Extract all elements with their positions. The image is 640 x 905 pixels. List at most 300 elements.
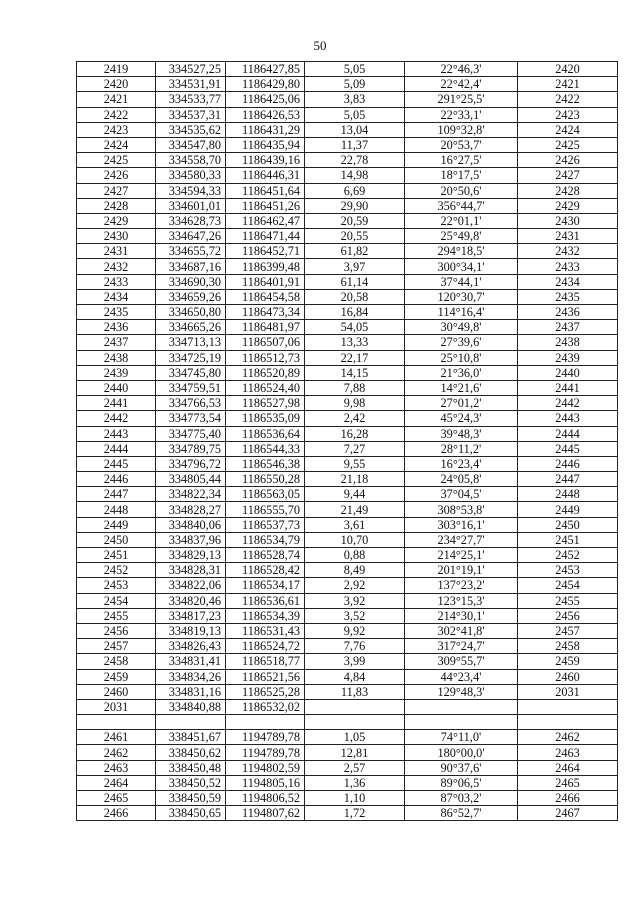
point-number-cell (77, 715, 156, 730)
table-row (77, 122, 618, 137)
x-coordinate-cell: 334820,46 (156, 593, 226, 608)
table-row (77, 259, 618, 274)
distance-cell: 5,05 (305, 107, 405, 122)
y-coordinate-cell: 1186454,58 (226, 289, 305, 304)
next-point-cell: 2444 (518, 426, 618, 441)
distance-cell: 21,18 (305, 472, 405, 487)
table-row (77, 426, 618, 441)
x-coordinate-cell: 334659,26 (156, 289, 226, 304)
table-row (77, 411, 618, 426)
bearing-cell: 137°23,2' (405, 578, 518, 593)
y-coordinate-cell: 1186518,77 (226, 654, 305, 669)
next-point-cell: 2463 (518, 745, 618, 760)
x-coordinate-cell: 334687,16 (156, 259, 226, 274)
distance-cell: 54,05 (305, 320, 405, 335)
point-number-cell: 2431 (77, 244, 156, 259)
next-point-cell: 2031 (518, 684, 618, 699)
x-coordinate-cell: 334775,40 (156, 426, 226, 441)
next-point-cell: 2445 (518, 441, 618, 456)
next-point-cell: 2427 (518, 168, 618, 183)
point-number-cell: 2459 (77, 669, 156, 684)
bearing-cell (405, 699, 518, 714)
spacer-row (77, 715, 618, 730)
y-coordinate-cell: 1186528,74 (226, 548, 305, 563)
point-number-cell: 2435 (77, 305, 156, 320)
table-row (77, 487, 618, 502)
point-number-cell: 2451 (77, 548, 156, 563)
bearing-cell: 44°23,4' (405, 669, 518, 684)
table-row (77, 153, 618, 168)
next-point-cell: 2422 (518, 92, 618, 107)
point-number-cell: 2446 (77, 472, 156, 487)
table-row (77, 623, 618, 638)
x-coordinate-cell: 334745,80 (156, 365, 226, 380)
table-row (77, 472, 618, 487)
x-coordinate-cell: 334558,70 (156, 153, 226, 168)
distance-cell: 4,84 (305, 669, 405, 684)
next-point-cell: 2454 (518, 578, 618, 593)
table-row (77, 578, 618, 593)
point-number-cell: 2442 (77, 411, 156, 426)
table-row (77, 654, 618, 669)
next-point-cell (518, 715, 618, 730)
next-point-cell: 2462 (518, 730, 618, 745)
distance-cell: 16,28 (305, 426, 405, 441)
bearing-cell: 120°30,7' (405, 289, 518, 304)
bearing-cell: 20°50,6' (405, 183, 518, 198)
y-coordinate-cell: 1186536,61 (226, 593, 305, 608)
distance-cell: 11,83 (305, 684, 405, 699)
x-coordinate-cell: 334796,72 (156, 456, 226, 471)
point-number-cell: 2440 (77, 380, 156, 395)
next-point-cell: 2456 (518, 608, 618, 623)
distance-cell (305, 699, 405, 714)
point-number-cell: 2462 (77, 745, 156, 760)
table-row (77, 441, 618, 456)
y-coordinate-cell: 1186426,53 (226, 107, 305, 122)
table-row (77, 639, 618, 654)
distance-cell: 8,49 (305, 563, 405, 578)
point-number-cell: 2420 (77, 77, 156, 92)
bearing-cell: 25°10,8' (405, 350, 518, 365)
point-number-cell: 2454 (77, 593, 156, 608)
y-coordinate-cell: 1186425,06 (226, 92, 305, 107)
bearing-cell: 308°53,8' (405, 502, 518, 517)
distance-cell: 5,05 (305, 62, 405, 77)
x-coordinate-cell: 334650,80 (156, 305, 226, 320)
y-coordinate-cell: 1186536,64 (226, 426, 305, 441)
table-row (77, 350, 618, 365)
x-coordinate-cell: 334831,41 (156, 654, 226, 669)
distance-cell: 3,52 (305, 608, 405, 623)
distance-cell (305, 715, 405, 730)
table-row (77, 608, 618, 623)
next-point-cell: 2423 (518, 107, 618, 122)
bearing-cell: 14°21,6' (405, 380, 518, 395)
y-coordinate-cell: 1186435,94 (226, 137, 305, 152)
bearing-cell: 30°49,8' (405, 320, 518, 335)
table-row (77, 183, 618, 198)
table-row (77, 77, 618, 92)
y-coordinate-cell: 1194789,78 (226, 745, 305, 760)
table-row (77, 699, 618, 714)
y-coordinate-cell: 1186535,09 (226, 411, 305, 426)
x-coordinate-cell: 334535,62 (156, 122, 226, 137)
next-point-cell: 2426 (518, 153, 618, 168)
next-point-cell: 2425 (518, 137, 618, 152)
bearing-cell: 309°55,7' (405, 654, 518, 669)
distance-cell: 3,83 (305, 92, 405, 107)
point-number-cell: 2449 (77, 517, 156, 532)
x-coordinate-cell: 334789,75 (156, 441, 226, 456)
table-row (77, 320, 618, 335)
point-number-cell: 2437 (77, 335, 156, 350)
y-coordinate-cell: 1186534,17 (226, 578, 305, 593)
table-row (77, 775, 618, 790)
table-row (77, 168, 618, 183)
x-coordinate-cell: 334533,77 (156, 92, 226, 107)
y-coordinate-cell: 1194789,78 (226, 730, 305, 745)
point-number-cell: 2461 (77, 730, 156, 745)
x-coordinate-cell: 334665,26 (156, 320, 226, 335)
x-coordinate-cell: 334537,31 (156, 107, 226, 122)
x-coordinate-cell: 334759,51 (156, 380, 226, 395)
x-coordinate-cell: 334647,26 (156, 229, 226, 244)
distance-cell: 13,04 (305, 122, 405, 137)
bearing-cell: 37°04,5' (405, 487, 518, 502)
y-coordinate-cell: 1186531,43 (226, 623, 305, 638)
bearing-cell: 18°17,5' (405, 168, 518, 183)
distance-cell: 11,37 (305, 137, 405, 152)
distance-cell: 2,57 (305, 760, 405, 775)
point-number-cell: 2441 (77, 396, 156, 411)
x-coordinate-cell (156, 715, 226, 730)
bearing-cell: 180°00,0' (405, 745, 518, 760)
next-point-cell: 2439 (518, 350, 618, 365)
distance-cell: 9,55 (305, 456, 405, 471)
x-coordinate-cell: 338450,59 (156, 791, 226, 806)
distance-cell: 2,42 (305, 411, 405, 426)
y-coordinate-cell: 1186528,42 (226, 563, 305, 578)
y-coordinate-cell: 1186524,72 (226, 639, 305, 654)
y-coordinate-cell: 1186427,85 (226, 62, 305, 77)
y-coordinate-cell: 1186534,39 (226, 608, 305, 623)
next-point-cell: 2433 (518, 259, 618, 274)
point-number-cell: 2450 (77, 532, 156, 547)
point-number-cell: 2457 (77, 639, 156, 654)
table-row (77, 563, 618, 578)
table-row (77, 669, 618, 684)
table-row (77, 760, 618, 775)
point-number-cell: 2465 (77, 791, 156, 806)
table-row (77, 730, 618, 745)
next-point-cell: 2450 (518, 517, 618, 532)
distance-cell: 7,76 (305, 639, 405, 654)
x-coordinate-cell: 334817,23 (156, 608, 226, 623)
bearing-cell: 234°27,7' (405, 532, 518, 547)
distance-cell: 16,84 (305, 305, 405, 320)
point-number-cell: 2460 (77, 684, 156, 699)
x-coordinate-cell: 334831,16 (156, 684, 226, 699)
x-coordinate-cell: 334828,31 (156, 563, 226, 578)
next-point-cell: 2459 (518, 654, 618, 669)
distance-cell: 29,90 (305, 198, 405, 213)
y-coordinate-cell: 1186527,98 (226, 396, 305, 411)
distance-cell: 0,88 (305, 548, 405, 563)
point-number-cell: 2426 (77, 168, 156, 183)
y-coordinate-cell: 1186534,79 (226, 532, 305, 547)
next-point-cell: 2440 (518, 365, 618, 380)
table-row (77, 532, 618, 547)
table-row (77, 502, 618, 517)
page-number: 50 (313, 38, 327, 53)
y-coordinate-cell: 1186544,33 (226, 441, 305, 456)
point-number-cell: 2419 (77, 62, 156, 77)
point-number-cell: 2463 (77, 760, 156, 775)
x-coordinate-cell: 334594,33 (156, 183, 226, 198)
table-row (77, 244, 618, 259)
next-point-cell: 2465 (518, 775, 618, 790)
bearing-cell: 90°37,6' (405, 760, 518, 775)
next-point-cell: 2436 (518, 305, 618, 320)
y-coordinate-cell: 1186481,97 (226, 320, 305, 335)
table-row (77, 380, 618, 395)
table-row (77, 62, 618, 77)
next-point-cell: 2424 (518, 122, 618, 137)
table-row (77, 107, 618, 122)
table-row (77, 92, 618, 107)
bearing-cell: 89°06,5' (405, 775, 518, 790)
next-point-cell: 2453 (518, 563, 618, 578)
next-point-cell (518, 699, 618, 714)
x-coordinate-cell: 334547,80 (156, 137, 226, 152)
point-number-cell: 2445 (77, 456, 156, 471)
distance-cell: 9,98 (305, 396, 405, 411)
bearing-cell: 214°30,1' (405, 608, 518, 623)
bearing-cell: 16°23,4' (405, 456, 518, 471)
next-point-cell: 2457 (518, 623, 618, 638)
y-coordinate-cell: 1186473,34 (226, 305, 305, 320)
y-coordinate-cell: 1194806,52 (226, 791, 305, 806)
point-number-cell: 2428 (77, 198, 156, 213)
bearing-cell: 74°11,0' (405, 730, 518, 745)
bearing-cell: 302°41,8' (405, 623, 518, 638)
point-number-cell: 2455 (77, 608, 156, 623)
distance-cell: 3,97 (305, 259, 405, 274)
bearing-cell: 201°19,1' (405, 563, 518, 578)
x-coordinate-cell: 338450,62 (156, 745, 226, 760)
distance-cell: 3,61 (305, 517, 405, 532)
next-point-cell: 2430 (518, 213, 618, 228)
distance-cell: 20,59 (305, 213, 405, 228)
point-number-cell: 2438 (77, 350, 156, 365)
next-point-cell: 2437 (518, 320, 618, 335)
next-point-cell: 2438 (518, 335, 618, 350)
distance-cell: 14,98 (305, 168, 405, 183)
y-coordinate-cell: 1186555,70 (226, 502, 305, 517)
bearing-cell: 114°16,4' (405, 305, 518, 320)
point-number-cell: 2448 (77, 502, 156, 517)
coordinates-table-body (77, 62, 618, 821)
y-coordinate-cell: 1186563,05 (226, 487, 305, 502)
table-row (77, 365, 618, 380)
next-point-cell: 2458 (518, 639, 618, 654)
x-coordinate-cell: 334628,73 (156, 213, 226, 228)
y-coordinate-cell: 1186520,89 (226, 365, 305, 380)
y-coordinate-cell: 1186399,48 (226, 259, 305, 274)
table-row (77, 137, 618, 152)
next-point-cell: 2447 (518, 472, 618, 487)
distance-cell: 5,09 (305, 77, 405, 92)
point-number-cell: 2439 (77, 365, 156, 380)
table-row (77, 396, 618, 411)
y-coordinate-cell: 1186446,31 (226, 168, 305, 183)
next-point-cell: 2464 (518, 760, 618, 775)
next-point-cell: 2466 (518, 791, 618, 806)
point-number-cell: 2031 (77, 699, 156, 714)
x-coordinate-cell: 334819,13 (156, 623, 226, 638)
y-coordinate-cell: 1186521,56 (226, 669, 305, 684)
bearing-cell: 317°24,7' (405, 639, 518, 654)
next-point-cell: 2443 (518, 411, 618, 426)
table-row (77, 335, 618, 350)
point-number-cell: 2432 (77, 259, 156, 274)
table-row (77, 806, 618, 821)
y-coordinate-cell: 1186537,73 (226, 517, 305, 532)
bearing-cell: 24°05,8' (405, 472, 518, 487)
x-coordinate-cell: 334822,06 (156, 578, 226, 593)
bearing-cell: 294°18,5' (405, 244, 518, 259)
bearing-cell: 300°34,1' (405, 259, 518, 274)
y-coordinate-cell: 1186532,02 (226, 699, 305, 714)
next-point-cell: 2442 (518, 396, 618, 411)
bearing-cell: 37°44,1' (405, 274, 518, 289)
y-coordinate-cell: 1186439,16 (226, 153, 305, 168)
distance-cell: 3,99 (305, 654, 405, 669)
table-row (77, 289, 618, 304)
point-number-cell: 2456 (77, 623, 156, 638)
next-point-cell: 2432 (518, 244, 618, 259)
x-coordinate-cell: 334527,25 (156, 62, 226, 77)
distance-cell: 10,70 (305, 532, 405, 547)
table-row (77, 456, 618, 471)
bearing-cell: 303°16,1' (405, 517, 518, 532)
bearing-cell (405, 715, 518, 730)
next-point-cell: 2455 (518, 593, 618, 608)
point-number-cell: 2458 (77, 654, 156, 669)
y-coordinate-cell (226, 715, 305, 730)
bearing-cell: 123°15,3' (405, 593, 518, 608)
distance-cell: 1,10 (305, 791, 405, 806)
distance-cell: 20,58 (305, 289, 405, 304)
coordinates-table (76, 61, 618, 821)
x-coordinate-cell: 334690,30 (156, 274, 226, 289)
y-coordinate-cell: 1186525,28 (226, 684, 305, 699)
next-point-cell: 2428 (518, 183, 618, 198)
x-coordinate-cell: 334834,26 (156, 669, 226, 684)
bearing-cell: 27°39,6' (405, 335, 518, 350)
bearing-cell: 129°48,3' (405, 684, 518, 699)
distance-cell: 7,88 (305, 380, 405, 395)
next-point-cell: 2448 (518, 487, 618, 502)
table-row (77, 274, 618, 289)
table-row (77, 745, 618, 760)
y-coordinate-cell: 1186451,64 (226, 183, 305, 198)
point-number-cell: 2427 (77, 183, 156, 198)
point-number-cell: 2422 (77, 107, 156, 122)
bearing-cell: 25°49,8' (405, 229, 518, 244)
next-point-cell: 2449 (518, 502, 618, 517)
x-coordinate-cell: 334829,13 (156, 548, 226, 563)
distance-cell: 61,82 (305, 244, 405, 259)
point-number-cell: 2421 (77, 92, 156, 107)
y-coordinate-cell: 1194805,16 (226, 775, 305, 790)
distance-cell: 61,14 (305, 274, 405, 289)
point-number-cell: 2443 (77, 426, 156, 441)
point-number-cell: 2436 (77, 320, 156, 335)
y-coordinate-cell: 1186546,38 (226, 456, 305, 471)
x-coordinate-cell: 334773,54 (156, 411, 226, 426)
point-number-cell: 2434 (77, 289, 156, 304)
y-coordinate-cell: 1186471,44 (226, 229, 305, 244)
distance-cell: 3,92 (305, 593, 405, 608)
bearing-cell: 28°11,2' (405, 441, 518, 456)
y-coordinate-cell: 1186524,40 (226, 380, 305, 395)
distance-cell: 12,81 (305, 745, 405, 760)
x-coordinate-cell: 334725,19 (156, 350, 226, 365)
point-number-cell: 2444 (77, 441, 156, 456)
distance-cell: 7,27 (305, 441, 405, 456)
next-point-cell: 2467 (518, 806, 618, 821)
x-coordinate-cell: 338450,52 (156, 775, 226, 790)
bearing-cell: 45°24,3' (405, 411, 518, 426)
distance-cell: 21,49 (305, 502, 405, 517)
bearing-cell: 214°25,1' (405, 548, 518, 563)
next-point-cell: 2420 (518, 62, 618, 77)
x-coordinate-cell: 334655,72 (156, 244, 226, 259)
next-point-cell: 2451 (518, 532, 618, 547)
bearing-cell: 22°42,4' (405, 77, 518, 92)
next-point-cell: 2421 (518, 77, 618, 92)
bearing-cell: 21°36,0' (405, 365, 518, 380)
point-number-cell: 2453 (77, 578, 156, 593)
y-coordinate-cell: 1186507,06 (226, 335, 305, 350)
point-number-cell: 2424 (77, 137, 156, 152)
next-point-cell: 2446 (518, 456, 618, 471)
point-number-cell: 2425 (77, 153, 156, 168)
bearing-cell: 86°52,7' (405, 806, 518, 821)
bearing-cell: 291°25,5' (405, 92, 518, 107)
table-row (77, 517, 618, 532)
x-coordinate-cell: 334822,34 (156, 487, 226, 502)
bearing-cell: 109°32,8' (405, 122, 518, 137)
bearing-cell: 27°01,2' (405, 396, 518, 411)
point-number-cell: 2423 (77, 122, 156, 137)
distance-cell: 6,69 (305, 183, 405, 198)
x-coordinate-cell: 334580,33 (156, 168, 226, 183)
y-coordinate-cell: 1186429,80 (226, 77, 305, 92)
next-point-cell: 2460 (518, 669, 618, 684)
y-coordinate-cell: 1194802,59 (226, 760, 305, 775)
distance-cell: 1,36 (305, 775, 405, 790)
x-coordinate-cell: 334766,53 (156, 396, 226, 411)
y-coordinate-cell: 1194807,62 (226, 806, 305, 821)
next-point-cell: 2429 (518, 198, 618, 213)
x-coordinate-cell: 334826,43 (156, 639, 226, 654)
point-number-cell: 2430 (77, 229, 156, 244)
table-row (77, 593, 618, 608)
next-point-cell: 2452 (518, 548, 618, 563)
